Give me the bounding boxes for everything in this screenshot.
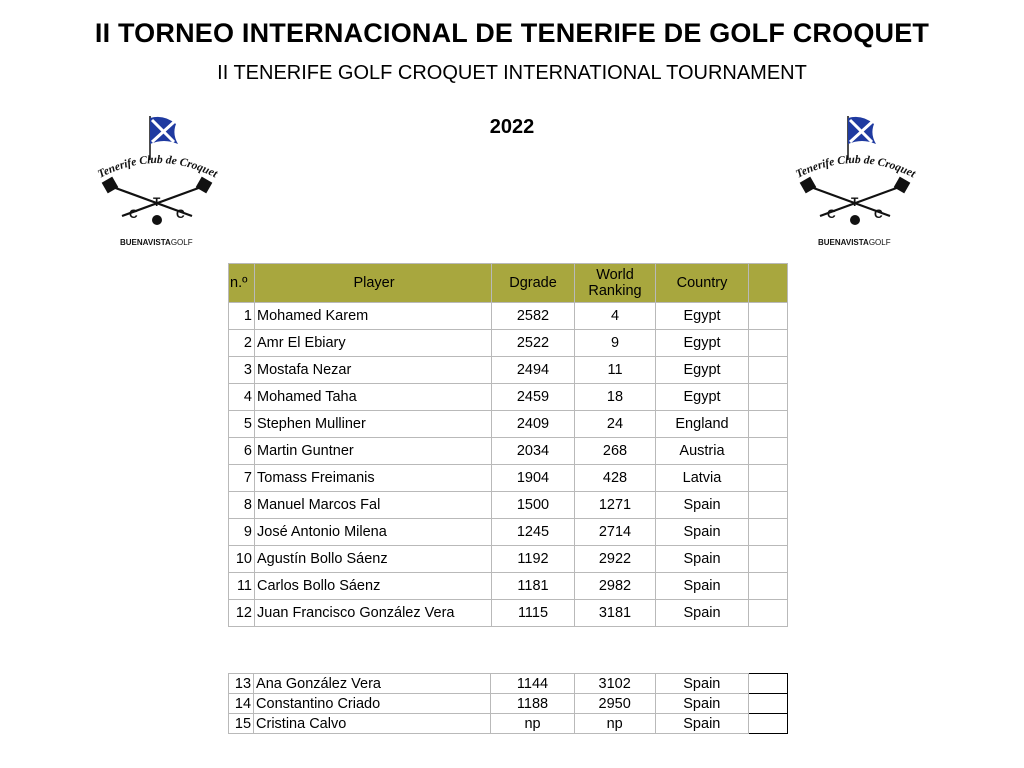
table-row [229, 714, 788, 734]
player-country: Egypt [656, 330, 749, 357]
player-world-ranking: 2982 [575, 573, 656, 600]
table-row [229, 330, 788, 357]
player-name: Carlos Bollo Sáenz [255, 573, 492, 600]
player-country: Spain [656, 573, 749, 600]
player-number: 8 [229, 492, 255, 519]
extra-cell [749, 573, 788, 600]
extra-cell [749, 519, 788, 546]
player-dgrade: 1144 [491, 674, 574, 694]
club-logo-left [92, 112, 222, 252]
player-country: Spain [656, 546, 749, 573]
player-world-ranking: 4 [575, 303, 656, 330]
player-country: Austria [656, 438, 749, 465]
logo-letter: C [129, 207, 138, 221]
flag-icon [150, 116, 178, 160]
player-number: 4 [229, 384, 255, 411]
player-world-ranking: 2950 [574, 694, 655, 714]
player-world-ranking: 2922 [575, 546, 656, 573]
table-row [229, 674, 788, 694]
player-name: Amr El Ebiary [255, 330, 492, 357]
player-name: Agustín Bollo Sáenz [255, 546, 492, 573]
player-name: Mostafa Nezar [255, 357, 492, 384]
player-world-ranking: 24 [575, 411, 656, 438]
player-number: 5 [229, 411, 255, 438]
club-name-text: Tenerife Club de Croquet [794, 153, 918, 181]
player-number: 2 [229, 330, 255, 357]
table-row [229, 492, 788, 519]
page-subtitle: II TENERIFE GOLF CROQUET INTERNATIONAL TOURNAMENT [217, 62, 807, 84]
player-country: England [656, 411, 749, 438]
player-world-ranking: 428 [575, 465, 656, 492]
extra-cell [749, 600, 788, 627]
player-country: Latvia [656, 465, 749, 492]
svg-text:BUENAVISTAGOLF [120, 238, 193, 247]
player-world-ranking: 11 [575, 357, 656, 384]
player-name: Stephen Mulliner [255, 411, 492, 438]
player-dgrade: 1115 [492, 600, 575, 627]
svg-text:BUENAVISTAGOLF [818, 238, 891, 247]
player-world-ranking: 3102 [574, 674, 655, 694]
extra-cell [749, 546, 788, 573]
flag-icon [848, 116, 876, 160]
extra-cell [749, 384, 788, 411]
reserves-table [228, 673, 788, 734]
player-dgrade: 1192 [492, 546, 575, 573]
table-row [229, 384, 788, 411]
player-number: 15 [229, 714, 254, 734]
player-country: Spain [656, 519, 749, 546]
player-country: Spain [655, 714, 748, 734]
player-number: 14 [229, 694, 254, 714]
player-number: 12 [229, 600, 255, 627]
player-number: 11 [229, 573, 255, 600]
player-number: 6 [229, 438, 255, 465]
player-world-ranking: 18 [575, 384, 656, 411]
extra-cell [749, 330, 788, 357]
player-country: Egypt [656, 303, 749, 330]
club-logo-right [790, 112, 920, 252]
player-number: 9 [229, 519, 255, 546]
player-number: 1 [229, 303, 255, 330]
player-name: Tomass Freimanis [255, 465, 492, 492]
player-name: Mohamed Karem [255, 303, 492, 330]
player-dgrade: 2034 [492, 438, 575, 465]
table-row [229, 357, 788, 384]
player-name: Mohamed Taha [255, 384, 492, 411]
player-name: Juan Francisco González Vera [255, 600, 492, 627]
sponsor-suffix: GOLF [868, 238, 891, 247]
player-country: Spain [655, 674, 748, 694]
extra-cell [749, 438, 788, 465]
extra-cell [749, 411, 788, 438]
player-dgrade: 2409 [492, 411, 575, 438]
table-row [229, 694, 788, 714]
player-country: Spain [656, 600, 749, 627]
player-country: Egypt [656, 384, 749, 411]
player-world-ranking: np [574, 714, 655, 734]
extra-cell [748, 694, 787, 714]
player-world-ranking: 1271 [575, 492, 656, 519]
page-title: II TORNEO INTERNACIONAL DE TENERIFE DE GOLF CROQUET [94, 18, 930, 48]
table-row [229, 573, 788, 600]
player-dgrade: 2582 [492, 303, 575, 330]
tournament-year: 2022 [489, 116, 535, 138]
player-name: José Antonio Milena [255, 519, 492, 546]
header-player: Player [255, 264, 492, 303]
player-world-ranking: 9 [575, 330, 656, 357]
player-dgrade: 1245 [492, 519, 575, 546]
player-dgrade: 1500 [492, 492, 575, 519]
player-dgrade: np [491, 714, 574, 734]
extra-cell [749, 357, 788, 384]
extra-cell [749, 303, 788, 330]
header-world-ranking: World Ranking [575, 264, 656, 303]
player-country: Spain [656, 492, 749, 519]
logo-letter: T [851, 195, 859, 209]
svg-text:Tenerife Club de Croquet [96, 154, 220, 181]
player-number: 7 [229, 465, 255, 492]
table-row [229, 411, 788, 438]
player-number: 10 [229, 546, 255, 573]
header-number: n.º [229, 264, 255, 303]
player-world-ranking: 3181 [575, 600, 656, 627]
player-dgrade: 1904 [492, 465, 575, 492]
player-number: 3 [229, 357, 255, 384]
table-header-row [229, 264, 788, 303]
sponsor-suffix: GOLF [170, 238, 193, 247]
player-country: Egypt [656, 357, 749, 384]
sponsor-text: BUENAVISTA [818, 238, 869, 247]
player-dgrade: 2459 [492, 384, 575, 411]
table-row [229, 546, 788, 573]
table-row [229, 600, 788, 627]
logo-letter: C [827, 207, 836, 221]
extra-cell [748, 674, 787, 694]
player-world-ranking: 268 [575, 438, 656, 465]
player-name: Ana González Vera [254, 674, 491, 694]
player-dgrade: 2522 [492, 330, 575, 357]
logo-letter: T [153, 195, 161, 209]
logo-letter: C [874, 207, 883, 221]
logo-letter: C [176, 207, 185, 221]
extra-cell [749, 492, 788, 519]
player-dgrade: 1181 [492, 573, 575, 600]
player-dgrade: 2494 [492, 357, 575, 384]
header-dgrade: Dgrade [492, 264, 575, 303]
header-country: Country [656, 264, 749, 303]
player-world-ranking: 2714 [575, 519, 656, 546]
player-name: Manuel Marcos Fal [255, 492, 492, 519]
header-extra [749, 264, 788, 303]
player-dgrade: 1188 [491, 694, 574, 714]
player-name: Martin Guntner [255, 438, 492, 465]
player-name: Cristina Calvo [254, 714, 491, 734]
table-row [229, 303, 788, 330]
player-country: Spain [655, 694, 748, 714]
table-row [229, 519, 788, 546]
club-name-text: Tenerife Club de Croquet [96, 153, 220, 181]
player-number: 13 [229, 674, 254, 694]
table-row [229, 465, 788, 492]
player-name: Constantino Criado [254, 694, 491, 714]
svg-text:Tenerife Club de Croquet [794, 154, 918, 181]
extra-cell [748, 714, 787, 734]
extra-cell [749, 465, 788, 492]
sponsor-text: BUENAVISTA [120, 238, 171, 247]
table-row [229, 438, 788, 465]
players-table [228, 263, 788, 627]
